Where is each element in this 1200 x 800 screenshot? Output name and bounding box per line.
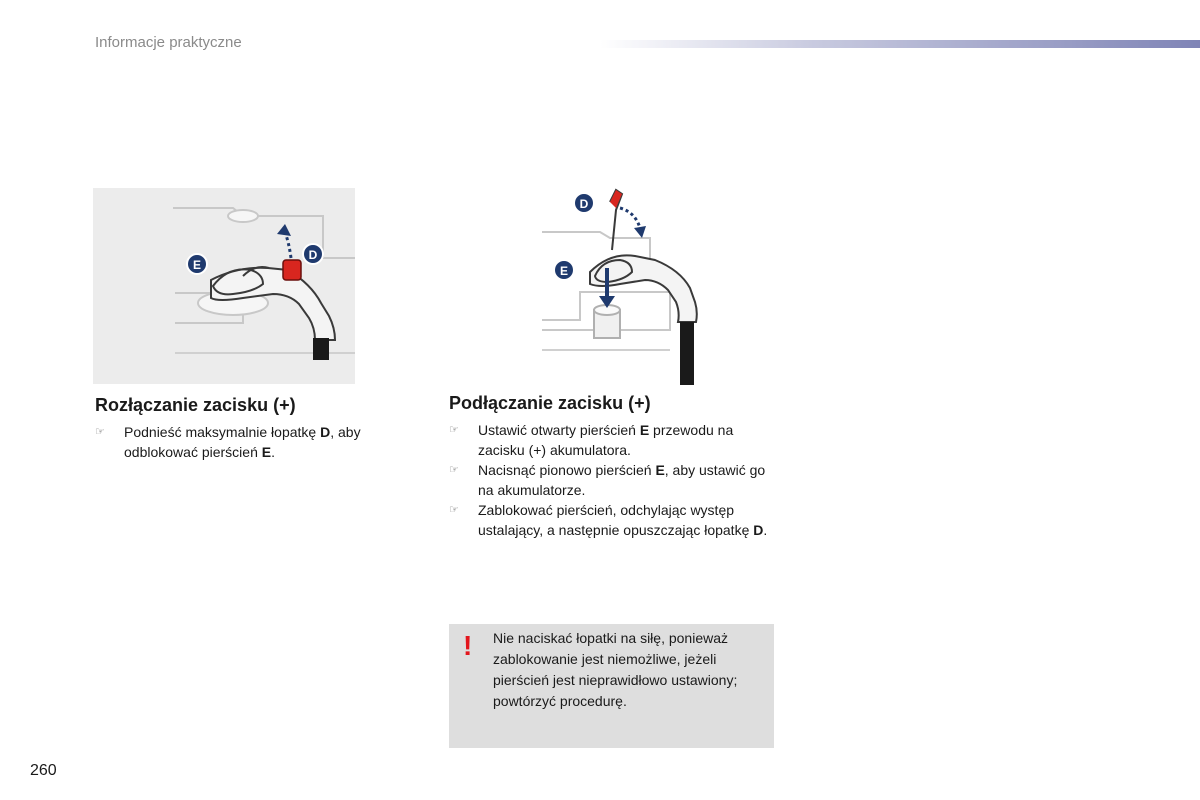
step-item <box>449 500 779 540</box>
pointing-hand-icon: ☞ <box>449 504 459 516</box>
step-key-letter: D <box>320 424 331 440</box>
page-number: 260 <box>30 762 57 779</box>
step-text: Podnieść maksymalnie łopatkę <box>124 424 321 440</box>
disconnect-heading: Rozłączanie zacisku (+) <box>95 395 296 415</box>
step-text: Nacisnąć pionowo pierścień <box>478 462 656 478</box>
disconnect-clamp-illustration <box>93 188 355 384</box>
svg-text:D: D <box>308 248 318 262</box>
step-key-letter: D <box>753 522 764 538</box>
section-title: Informacje praktyczne <box>95 34 242 51</box>
step-key-letter: E <box>655 462 665 478</box>
disconnect-steps <box>95 422 395 462</box>
step-text: przewodu na zacisku (+) akumulatora. <box>478 422 734 458</box>
step-key-letter: E <box>261 444 272 460</box>
connect-heading: Podłączanie zacisku (+) <box>449 393 651 413</box>
warning-text: Nie naciskać łopatki na siłę, ponieważ zablokowanie jest niemożliwe, jeżeli pierścień jest nieprawidłowo ustawiony; powtórzyć procedurę. <box>493 630 738 709</box>
warning-box <box>449 624 774 748</box>
step-item <box>449 420 779 460</box>
pointing-hand-icon: ☞ <box>449 424 459 436</box>
pointing-hand-icon: ☞ <box>95 426 105 438</box>
step-text: . <box>763 522 768 538</box>
svg-text:D: D <box>579 197 589 211</box>
pointing-hand-icon: ☞ <box>449 464 459 476</box>
step-text: . <box>271 444 275 460</box>
step-text: , aby odblokować pierścień <box>124 424 361 460</box>
step-item <box>95 422 395 462</box>
header-gradient-bar <box>600 40 1200 48</box>
step-text: , aby ustawić go na akumulatorze. <box>478 462 766 498</box>
step-text: Zablokować pierścień, odchylając występ ustalający, a następnie opuszczając łopatkę <box>478 502 754 538</box>
step-text: Ustawić otwarty pierścień <box>478 422 640 438</box>
step-item <box>449 460 779 500</box>
connect-clamp-illustration <box>540 180 720 385</box>
step-key-letter: E <box>639 422 650 438</box>
svg-text:E: E <box>559 264 569 278</box>
svg-text:E: E <box>192 258 202 272</box>
exclamation-icon: ! <box>463 630 473 661</box>
connect-steps <box>449 420 779 540</box>
